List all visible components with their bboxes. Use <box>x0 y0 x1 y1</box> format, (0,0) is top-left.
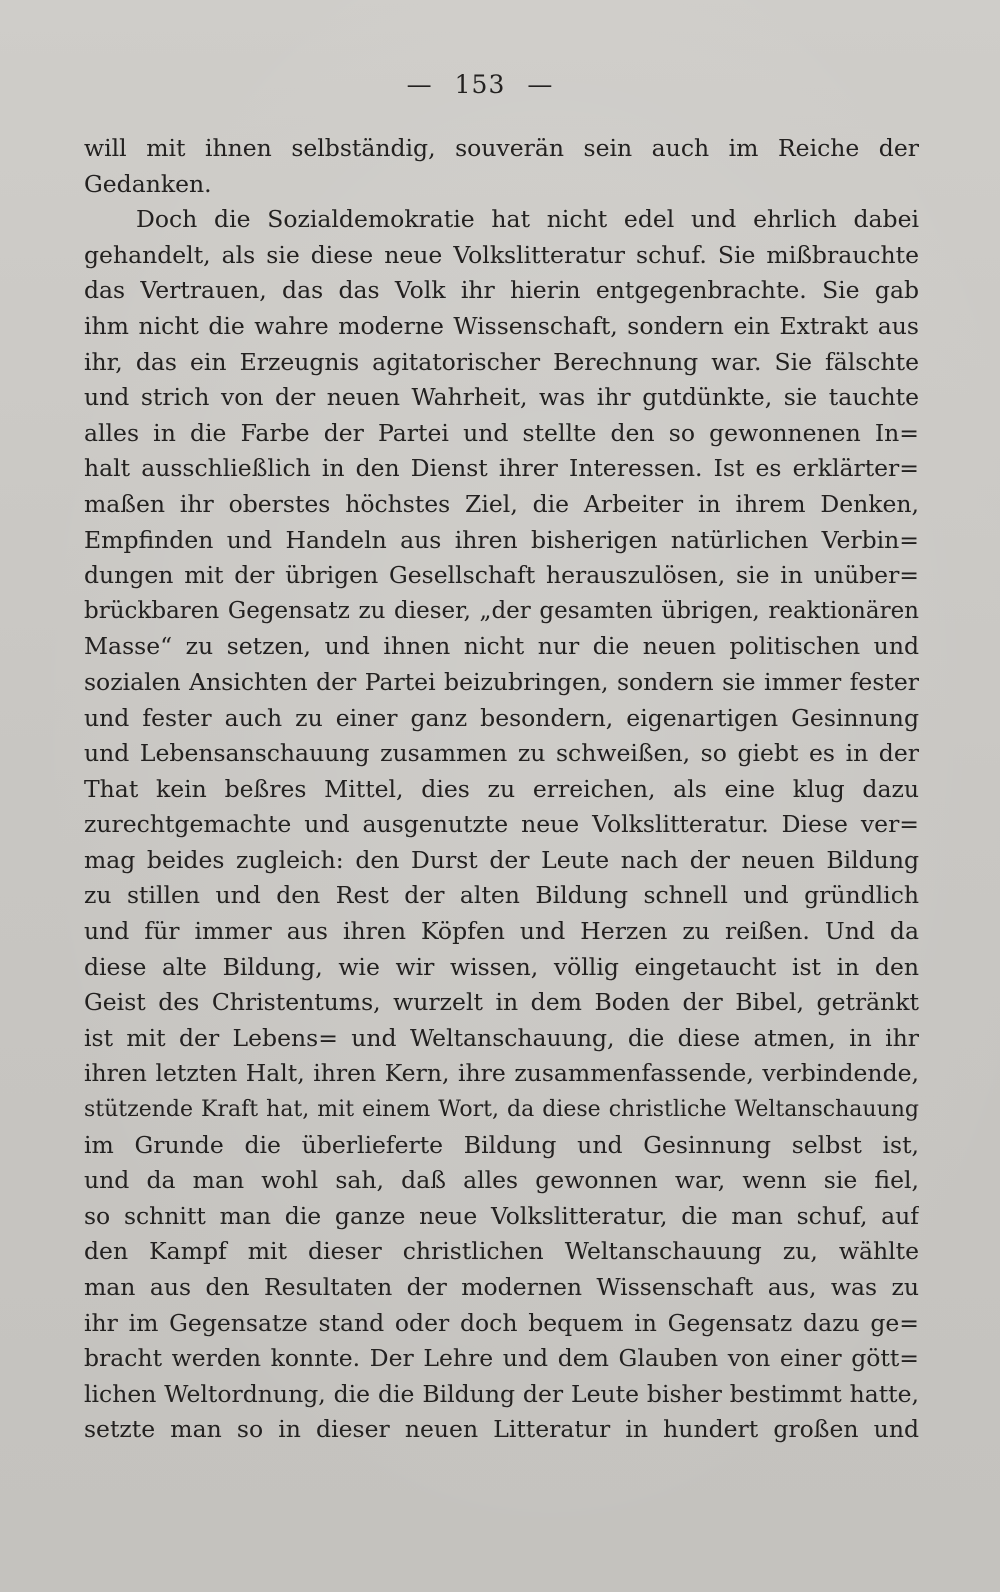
text-line: halt ausschließlich in den Dienst ihrer Interessen. Ist es erklärter= <box>84 454 919 483</box>
text-line: ihren letzten Halt, ihren Kern, ihre zusammenfassende, verbindende, <box>84 1059 919 1088</box>
page-number-dash-right: — <box>527 70 554 99</box>
text-line: Gedanken. <box>84 169 212 198</box>
text-line: und für immer aus ihren Köpfen und Herzen zu reißen. Und da <box>84 917 919 946</box>
text-line: will mit ihnen selbständig, souverän sein auch im Reiche der <box>84 134 919 162</box>
text-line: das Vertrauen, das das Volk ihr hierin entgegenbrachte. Sie gab <box>84 276 919 305</box>
page-number <box>0 70 960 99</box>
text-line: mag beides zugleich: den Durst der Leute nach der neuen Bildung <box>84 845 919 874</box>
text-line: dungen mit der übrigen Gesellschaft herauszulösen, sie in unüber= <box>84 561 919 590</box>
text-line: alles in die Farbe der Partei und stellte den so gewonnenen In= <box>84 418 919 447</box>
text-line: ist mit der Lebens= und Weltanschauung, die diese atmen, in ihr <box>84 1023 919 1052</box>
text-line: setzte man so in dieser neuen Litteratur in hundert großen und <box>84 1415 919 1444</box>
text-line: gehandelt, als sie diese neue Volkslitteratur schuf. Sie mißbrauchte <box>84 240 919 269</box>
body-text <box>84 131 919 1448</box>
text-line: brückbaren Gegensatz zu dieser, „der gesamten übrigen, reaktionären <box>84 597 919 624</box>
text-line: und strich von der neuen Wahrheit, was ihr gutdünkte, sie tauchte <box>84 383 919 412</box>
text-line: und fester auch zu einer ganz besondern, eigenartigen Gesinnung <box>84 703 919 732</box>
text-line: sozialen Ansichten der Partei beizubringen, sondern sie immer fester <box>84 667 919 696</box>
text-line: Empfinden und Handeln aus ihren bisherigen natürlichen Verbin= <box>84 525 919 554</box>
text-line: stützende Kraft hat, mit einem Wort, da diese christliche Weltanschauung <box>84 1097 919 1123</box>
text-line: ihm nicht die wahre moderne Wissenschaft, sondern ein Extrakt aus <box>84 311 919 340</box>
text-line: Masse“ zu setzen, und ihnen nicht nur die neuen politischen und <box>84 632 919 661</box>
text-line: That kein beßres Mittel, dies zu erreichen, als eine klug dazu <box>84 774 919 803</box>
text-line: Geist des Christentums, wurzelt in dem Boden der Bibel, getränkt <box>84 988 919 1017</box>
text-line: diese alte Bildung, wie wir wissen, völlig eingetaucht ist in den <box>84 952 919 981</box>
text-line: und Lebensanschauung zusammen zu schweißen, so giebt es in der <box>84 739 919 768</box>
text-line: bracht werden konnte. Der Lehre und dem Glauben von einer gött= <box>84 1344 919 1373</box>
text-line: Doch die Sozialdemokratie hat nicht edel und ehrlich dabei <box>136 205 919 234</box>
text-line: den Kampf mit dieser christlichen Weltanschauung zu, wählte <box>84 1237 919 1266</box>
text-line: im Grunde die überlieferte Bildung und Gesinnung selbst ist, <box>84 1130 919 1159</box>
text-line: zurechtgemachte und ausgenutzte neue Volkslitteratur. Diese ver= <box>84 810 919 839</box>
text-line: so schnitt man die ganze neue Volkslitteratur, die man schuf, auf <box>84 1201 919 1230</box>
text-line: maßen ihr oberstes höchstes Ziel, die Arbeiter in ihrem Denken, <box>84 489 919 518</box>
text-line: und da man wohl sah, daß alles gewonnen war, wenn sie fiel, <box>84 1166 919 1195</box>
text-line: lichen Weltordnung, die die Bildung der Leute bisher bestimmt hatte, <box>84 1379 919 1408</box>
page-number-value: 153 <box>454 70 506 99</box>
text-line: ihr, das ein Erzeugnis agitatorischer Berechnung war. Sie fälschte <box>84 347 919 376</box>
page-number-dash-left: — <box>406 70 433 99</box>
text-line: zu stillen und den Rest der alten Bildung schnell und gründlich <box>84 881 919 910</box>
text-line: man aus den Resultaten der modernen Wissenschaft aus, was zu <box>84 1273 919 1301</box>
text-line: ihr im Gegensatze stand oder doch bequem in Gegensatz dazu ge= <box>84 1308 919 1337</box>
